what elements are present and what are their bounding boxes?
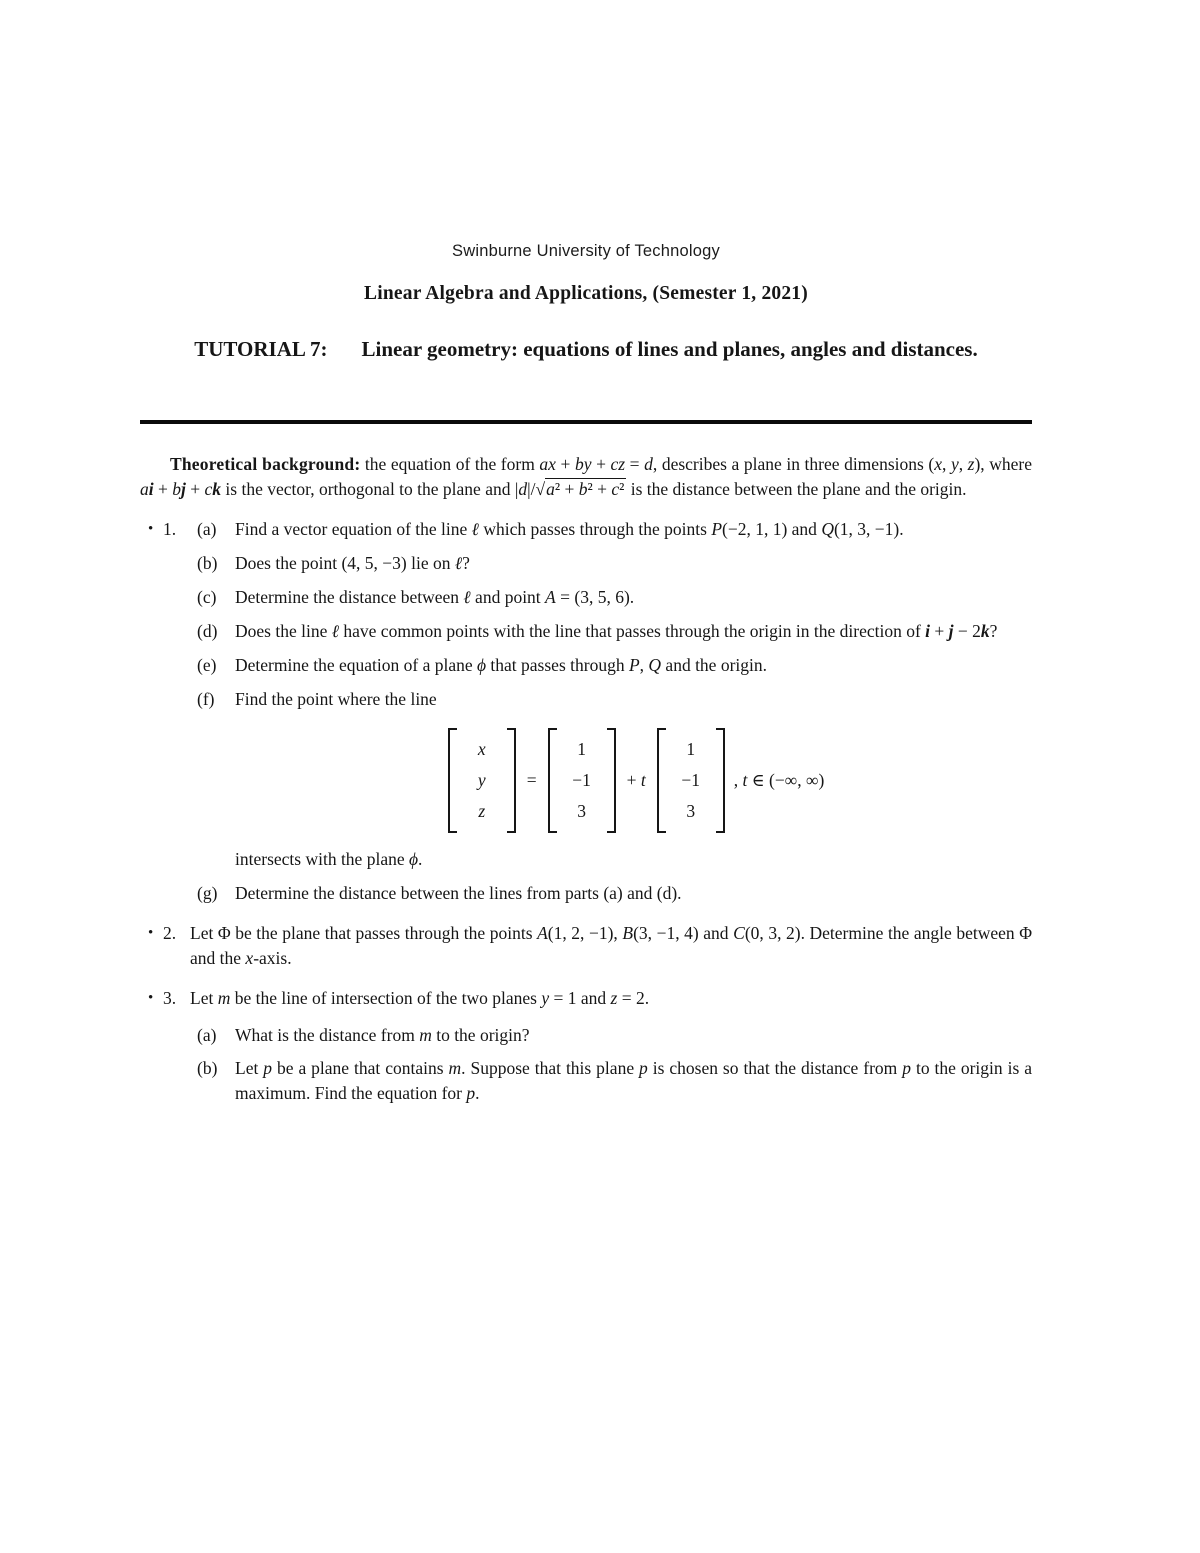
part-1e <box>190 653 1032 678</box>
left-bracket <box>548 728 557 833</box>
part-1g-text: Determine the distance between the lines from parts (a) and (d). <box>235 883 682 903</box>
part-1a-label: (a) <box>197 519 217 539</box>
part-3a-text: What is the distance from m to the origin? <box>235 1025 530 1045</box>
matrix-cell: 1 <box>686 739 696 759</box>
part-1b <box>190 551 1032 576</box>
right-bracket <box>716 728 725 833</box>
part-1c-text: Determine the distance between ℓ and point A = (3, 5, 6). <box>235 587 635 607</box>
left-bracket <box>657 728 666 833</box>
part-3a-label: (a) <box>197 1025 217 1045</box>
right-bracket <box>607 728 616 833</box>
part-1c-label: (c) <box>197 587 217 607</box>
problem-3-number: 3. <box>163 988 177 1008</box>
part-1a <box>190 517 1032 542</box>
part-1d-label: (d) <box>197 621 218 641</box>
part-1g-label: (g) <box>197 883 218 903</box>
horizontal-rule <box>140 420 1032 424</box>
part-1g <box>190 881 1032 906</box>
matrix-cell: z <box>478 801 486 821</box>
right-bracket <box>507 728 516 833</box>
part-1e-label: (e) <box>197 655 217 675</box>
problem-1-number: 1. <box>163 519 177 539</box>
problem-2-number: 2. <box>163 923 177 943</box>
problem-2-text: Let Φ be the plane that passes through the points A(1, 2, −1), B(3, −1, 4) and C(0, 3, 2). Determine the angle between Φ and the x-axis. <box>190 923 1032 968</box>
matrix-cell: y <box>477 770 486 790</box>
part-3a <box>190 1023 1032 1048</box>
problem-1 <box>140 517 1032 906</box>
tutorial-heading <box>140 335 1032 364</box>
tutorial-title: Linear geometry: equations of lines and planes, angles and distances. <box>361 337 978 361</box>
matrix-cell: −1 <box>572 770 591 790</box>
parameter-domain: , t ∈ (−∞, ∞) <box>733 770 825 790</box>
part-1c <box>190 585 1032 610</box>
part-1d <box>190 619 1032 644</box>
problem-list <box>140 517 1032 1106</box>
matrix-cell: 3 <box>577 801 586 821</box>
matrix-xyz-column <box>457 728 507 833</box>
part-1d-text: Does the line ℓ have common points with the line that passes through the origin in the direction of i + j − 2k? <box>235 621 998 641</box>
part-1e-text: Determine the equation of a plane ϕ that passes through P, Q and the origin. <box>235 655 767 675</box>
part-1b-label: (b) <box>197 553 218 573</box>
university-name: Swinburne University of Technology <box>452 242 720 260</box>
bullet-icon: • <box>148 925 154 941</box>
theory-label: Theoretical background: <box>170 454 361 474</box>
bullet-icon: • <box>148 990 154 1006</box>
matrix-direction-column <box>666 728 716 833</box>
equals-sign: = <box>526 770 537 790</box>
vector-equation <box>235 728 1032 833</box>
course-title: Linear Algebra and Applications, (Semester 1, 2021) <box>364 283 808 304</box>
part-1b-text: Does the point (4, 5, −3) lie on ℓ? <box>235 553 470 573</box>
problem-3-parts <box>190 1023 1032 1106</box>
matrix-cell: 3 <box>686 801 696 821</box>
part-3b <box>190 1056 1032 1106</box>
bullet-icon: • <box>148 521 154 537</box>
problem-2 <box>140 921 1032 971</box>
part-1a-text: Find a vector equation of the line ℓ which passes through the points P(−2, 1, 1) and Q(1, 3, −1). <box>235 519 904 539</box>
part-1f-text <box>235 687 1032 872</box>
matrix-cell: x <box>477 739 486 759</box>
left-bracket <box>448 728 457 833</box>
problem-1-body <box>190 517 1032 906</box>
matrix-cell: 1 <box>577 739 586 759</box>
problem-3-body <box>190 986 1032 1106</box>
matrix-point-column <box>557 728 607 833</box>
matrix-direction <box>657 728 725 833</box>
tutorial-label: TUTORIAL 7: <box>194 337 328 361</box>
plus-t-term: + t <box>626 770 646 790</box>
matrix-xyz <box>448 728 516 833</box>
matrix-point <box>548 728 616 833</box>
text-block <box>140 242 1032 1106</box>
theory-text: the equation of the form ax + by + cz = d, describes a plane in three dimensions (x, y, z), where ai + bj + ck is the vector, orthogonal to the plane and |d|/√a² + b² + c² is the distance between the plane and the origin. <box>140 454 1033 499</box>
problem-3 <box>140 986 1032 1106</box>
part-1f <box>190 687 1032 872</box>
part-3b-text: Let p be a plane that contains m. Suppose that this plane p is chosen so that the distance from p to the origin is a maximum. Find the equation for p. <box>235 1058 1033 1103</box>
matrix-cell: −1 <box>681 770 701 790</box>
part-1f-intro: Find the point where the line <box>235 689 437 709</box>
theory-paragraph <box>140 452 1032 502</box>
part-1f-outro: intersects with the plane ϕ. <box>235 849 423 869</box>
problem-3-text: Let m be the line of intersection of the two planes y = 1 and z = 2. <box>190 988 650 1008</box>
part-3b-label: (b) <box>197 1058 218 1078</box>
part-1f-label: (f) <box>197 689 215 709</box>
